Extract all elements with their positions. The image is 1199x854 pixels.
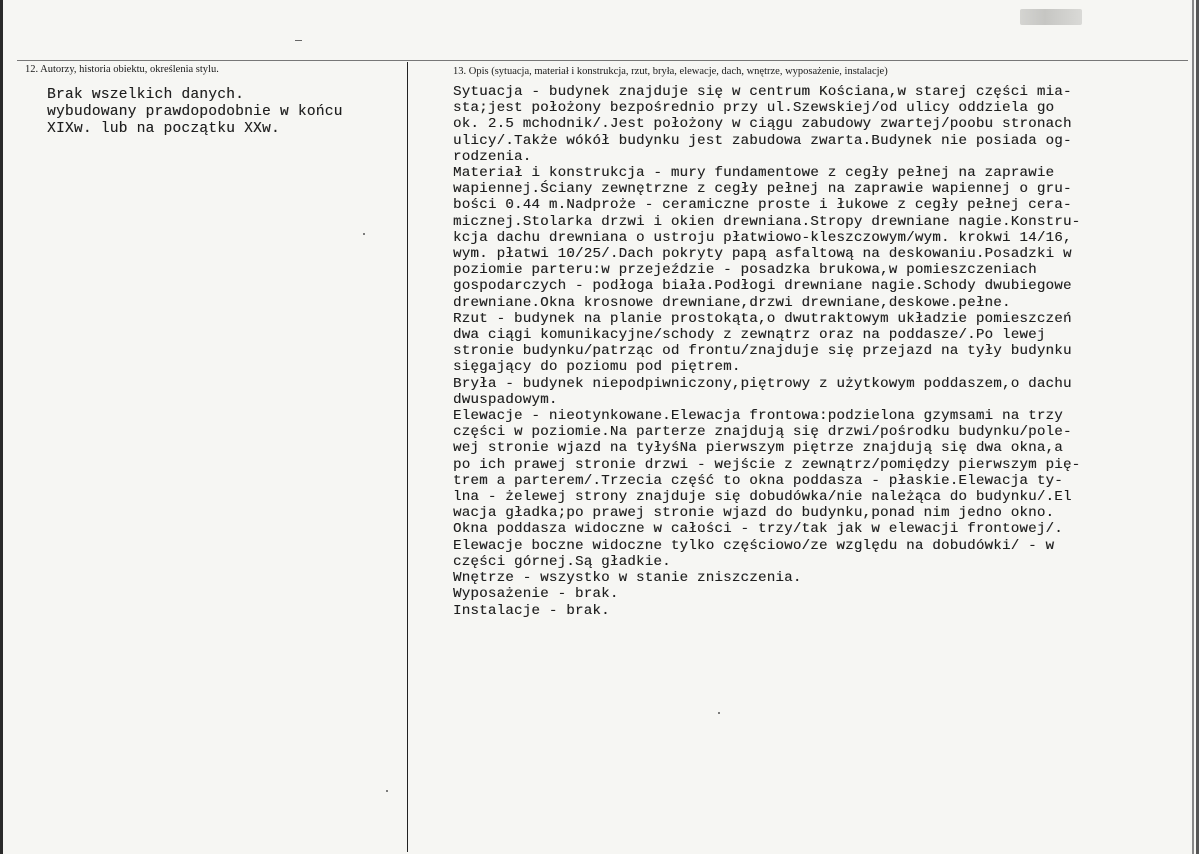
ink-stamp [1020,9,1082,25]
section-12-heading: 12. Autorzy, historia obiektu, określenia stylu. [25,64,219,75]
page-edge [1192,0,1194,854]
section-12-text: Brak wszelkich danych. wybudowany prawdopodobnie w końcu XIXw. lub na początku XXw. [47,87,343,137]
pencil-mark [295,40,302,41]
ink-speck [363,233,365,235]
section-13-text: Sytuacja - budynek znajduje się w centrum Kościana,w starej części mia- sta;jest położony bezpośrednio przy ul.Szewskiej/od ulicy oddziela go ok. 2.5 mchodnik/.Jest położony w ciągu zabudowy zwartej/poobu stronach ulicy/.Także wókół budynku jest zabudowa zwarta.Budynek nie posiada og- rodzenia. Materiał i konstrukcja - mury fundamentowe z cegły pełnej na zaprawie wapiennej.Ściany zewnętrzne z cegły pełnej na zaprawie wapiennej o gru- bości 0.44 m.Nadproże - ceramiczne proste i łukowe z cegły pełnej cera- micznej.Stolarka drzwi i okien drewniana.Stropy drewniane nagie.Konstru- kcja dachu drewniana o ustroju płatwiowo-kleszczowym/wym. krokwi 14/16, wym. płatwi 10/25/.Dach pokryty papą asfaltową na deskowaniu.Posadzki w poziomie parteru:w przejeździe - posadzka brukowa,w pomieszczeniach gospodarczych - podłoga biała.Podłogi drewniane nagie.Schody dwubiegowe drewniane.Okna krosnowe drewniane,drzwi drewniane,deskowe.pełne. Rzut - budynek na planie prostokąta,o dwutraktowym układzie pomieszczeń dwa ciągi komunikacyjne/schody z zewnątrz oraz na poddasze/.Po lewej stronie budynku/patrząc od frontu/znajduje się przejazd na tyły budynku sięgający do poziomu pod piętrem. Bryła - budynek niepodpiwniczony,piętrowy z użytkowym poddaszem,o dachu dwuspadowym. Elewacje - nieotynkowane.Elewacja frontowa:podzielona gzymsami na trzy części w poziomie.Na parterze znajdują się drzwi/pośrodku budynku/pole- wej stronie wjazd na tyłyśNa pierwszym piętrze znajdują się dwa okna,a po ich prawej stronie drzwi - wejście z zewnątrz/pomiędzy pierwszym pię- trem a parterem/.Trzecia część to okna poddasza - płaskie.Elewacja ty- lna - żelewej strony znajduje się dobudówka/nie należąca do budynku/.El wacja gładka;po prawej stronie wjazd do budynku,ponad nim jedno okno. Okna poddasza widoczne w całości - trzy/tak jak w elewacji frontowej/. Elewacje boczne widoczne tylko częściowo/ze względu na dobudówki/ - w części górnej.Są gładkie. Wnętrze - wszystko w stanie zniszczenia. Wyposażenie - brak. Instalacje - brak. [453,84,1081,619]
section-13-heading: 13. Opis (sytuacja, materiał i konstrukcja, rzut, bryła, elewacje, dach, wnętrze, wyposażenie, instalacje) [453,66,888,77]
column-divider [407,62,408,852]
ink-speck [718,712,720,714]
header-rule [17,60,1188,61]
ink-speck [386,790,388,792]
